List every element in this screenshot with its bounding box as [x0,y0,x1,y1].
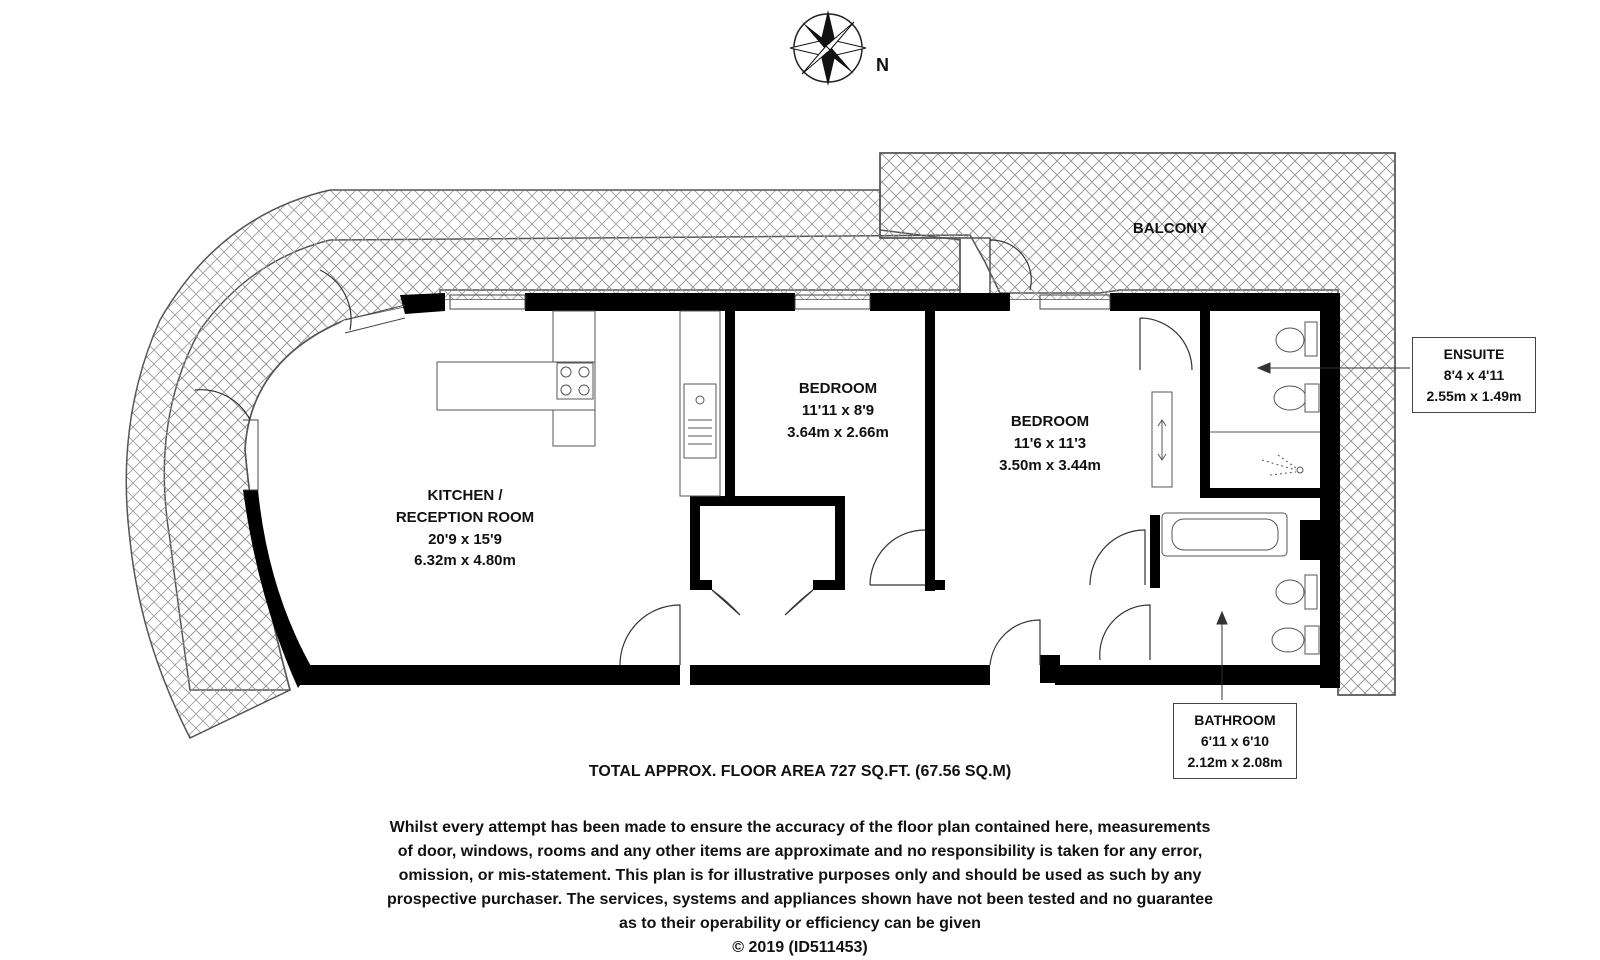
room-dimensions-imperial: 11'11 x 8'9 [801,401,875,419]
balcony-label: BALCONY [1132,220,1208,237]
room-name: BEDROOM [798,380,878,397]
room-dimensions-metric: 3.64m x 2.66m [787,423,889,441]
north-label: N [876,55,889,75]
room-name: KITCHEN / [427,487,503,504]
disclaimer-line: omission, or mis-statement. This plan is for illustrative purposes only and should be used as such by any [398,867,1202,884]
room-label-bedroom-2 [999,411,1101,476]
room-label-bedroom-1 [787,378,889,443]
room-dimensions-metric: 3.50m x 3.44m [999,456,1101,474]
room-label-kitchen [396,485,534,572]
room-dimensions-metric: 6.32m x 4.80m [414,552,516,570]
room-dimensions-metric: 2.12m x 2.08m [1187,754,1283,770]
wardrobe [1152,392,1172,487]
disclaimer-line: Whilst every attempt has been made to ensure the accuracy of the floor plan contained here, measurements [389,819,1211,836]
room-name: RECEPTION ROOM [395,508,535,526]
room-dimensions-imperial: 8'4 x 4'11 [1443,367,1505,383]
room-dimensions-imperial: 6'11 x 6'10 [1200,733,1270,749]
disclaimer-line: prospective purchaser. The services, systems and appliances shown have not been tested and no guarantee [386,891,1214,908]
total-floor-area: TOTAL APPROX. FLOOR AREA 727 SQ.FT. (67.56 SQ.M) [588,763,1012,780]
disclaimer-line: as to their operability or efficiency can be given [619,915,981,932]
room-label-ensuite [1412,337,1536,413]
room-dimensions-imperial: 20'9 x 15'9 [428,530,502,548]
room-dimensions-metric: 2.55m x 1.49m [1426,388,1522,404]
compass-rose-icon [790,10,866,86]
disclaimer [300,816,1300,960]
disclaimer-line: of door, windows, rooms and any other items are approximate and no responsibility is taken for any error, [397,843,1203,860]
room-dimensions-imperial: 11'6 x 11'3 [1013,434,1087,452]
room-name: BATHROOM [1194,712,1276,728]
room-name: BEDROOM [1010,413,1090,430]
copyright: © 2019 (ID511453) [732,939,868,956]
room-name: ENSUITE [1443,346,1505,362]
